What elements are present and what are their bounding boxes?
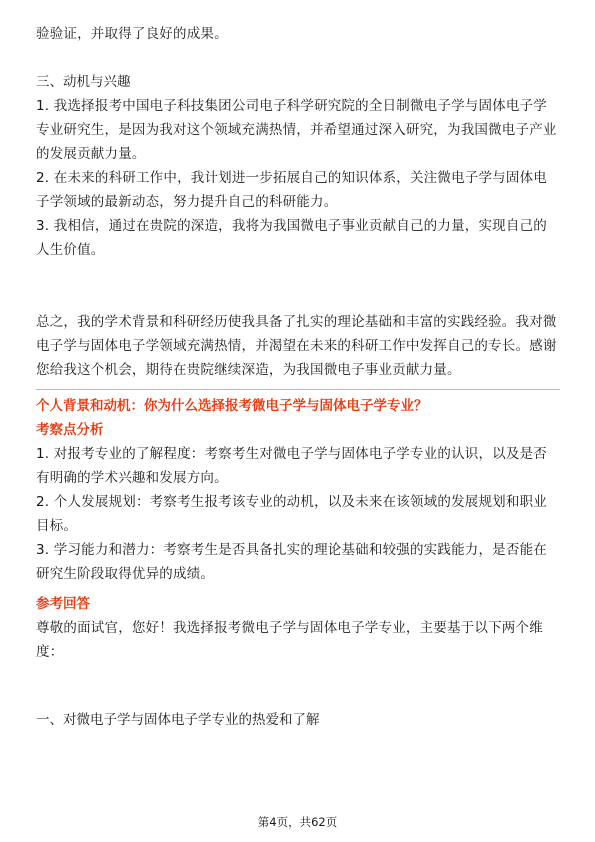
analysis-item-1: 1. 对报考专业的了解程度：考察考生对微电子学与固体电子学专业的认识，以及是否有明确的学术兴趣和发展方向。	[36, 446, 547, 486]
motivation-item-2: 2. 在未来的科研工作中，我计划进一步拓展自己的知识体系，关注微电子学与固体电子学领域的最新动态，努力提升自己的科研能力。	[36, 170, 547, 210]
intro-tail-paragraph: 验验证，并取得了良好的成果。	[36, 26, 228, 42]
section-divider	[36, 389, 560, 390]
page-number-footer: 第4页，共62页	[257, 815, 338, 829]
analysis-label: 考察点分析	[36, 422, 104, 438]
conclusion-paragraph: 总之，我的学术背景和科研经历使我具备了扎实的理论基础和丰富的实践经验。我对微电子学与固体电子学领域充满热情，并渴望在未来的科研工作中发挥自己的专长。感谢您给我这个机会，期待在贵院继续深造，为我国微电子事业贡献力量。	[36, 314, 557, 378]
motivation-item-3: 3. 我相信，通过在贵院的深造，我将为我国微电子事业贡献自己的力量，实现自己的人生价值。	[36, 218, 547, 258]
question-title: 个人背景和动机：你为什么选择报考微电子学与固体电子学专业？	[36, 398, 428, 414]
answer-intro: 尊敬的面试官，您好！我选择报考微电子学与固体电子学专业，主要基于以下两个维度：	[36, 620, 543, 660]
analysis-item-3: 3. 学习能力和潜力：考察考生是否具备扎实的理论基础和较强的实践能力，是否能在研究生阶段取得优异的成绩。	[36, 542, 547, 582]
answer-section-heading: 一、对微电子学与固体电子学专业的热爱和了解	[36, 712, 320, 728]
page-content	[36, 22, 560, 732]
answer-label: 参考回答	[36, 596, 90, 612]
analysis-item-2: 2. 个人发展规划：考察考生报考该专业的动机，以及未来在该领域的发展规划和职业目标。	[36, 494, 547, 534]
motivation-item-1: 1. 我选择报考中国电子科技集团公司电子科学研究院的全日制微电子学与固体电子学专业研究生，是因为我对这个领域充满热情，并希望通过深入研究，为我国微电子产业的发展贡献力量。	[36, 98, 557, 162]
motivation-heading: 三、动机与兴趣	[36, 74, 131, 90]
